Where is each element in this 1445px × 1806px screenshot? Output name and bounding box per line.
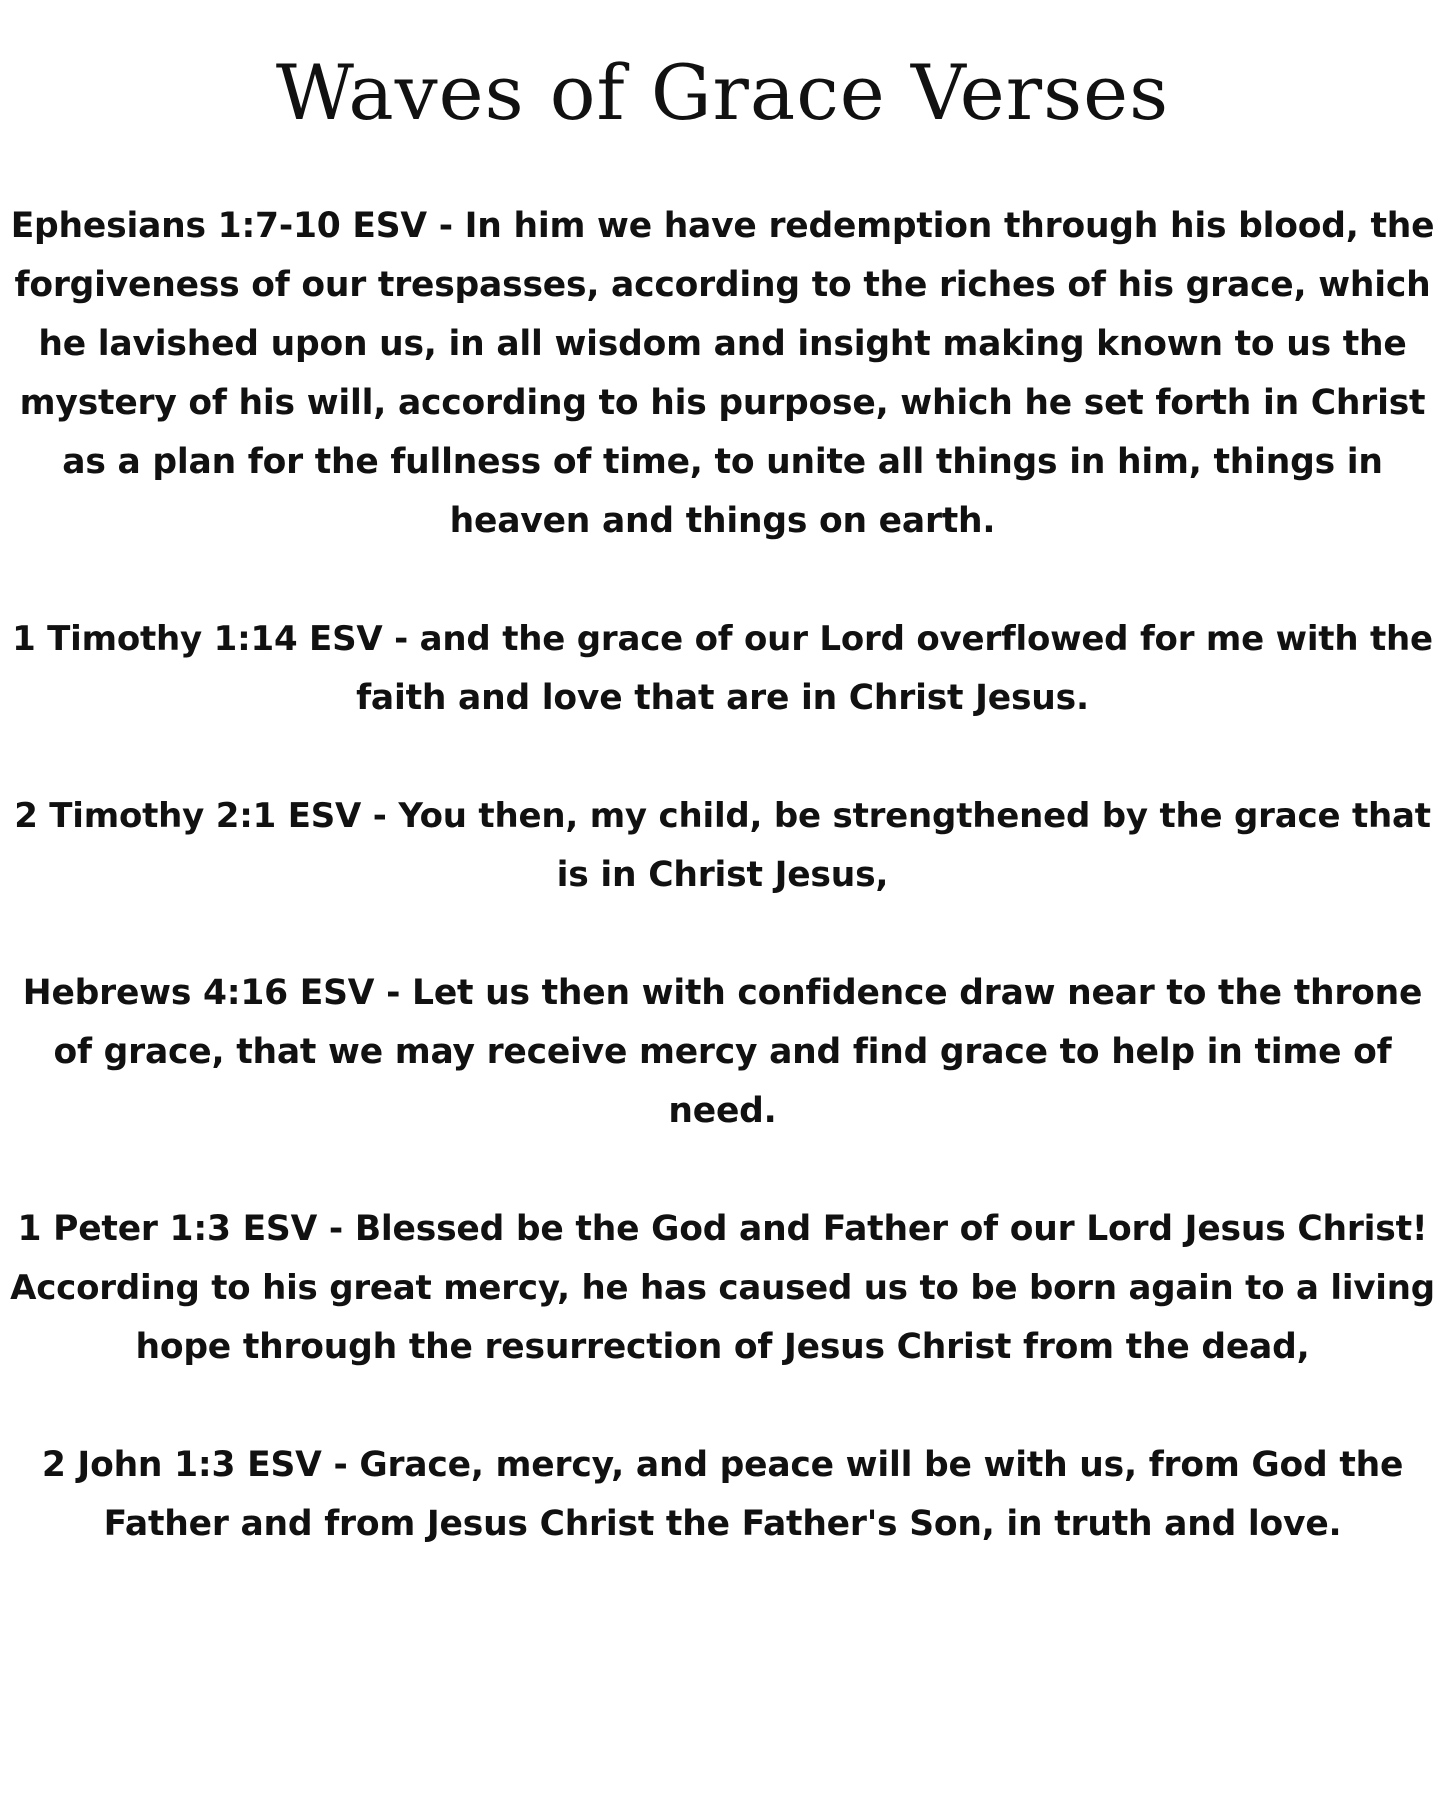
verse-line: 1 Peter 1:3 ESV - Blessed be the God and Father of our Lord Jesus Christ! bbox=[17, 1209, 1428, 1249]
verse-2-timothy bbox=[4, 787, 1441, 905]
verse-line: heaven and things on earth. bbox=[449, 501, 996, 541]
verse-line: need. bbox=[668, 1091, 777, 1131]
verse-line: is in Christ Jesus, bbox=[556, 855, 889, 895]
verse-ephesians bbox=[4, 197, 1441, 551]
verse-line: as a plan for the fullness of time, to unite all things in him, things in bbox=[62, 442, 1383, 482]
verse-line: of grace, that we may receive mercy and find grace to help in time of bbox=[53, 1032, 1392, 1072]
verse-1-peter bbox=[4, 1200, 1441, 1377]
verse-line: Father and from Jesus Christ the Father's Son, in truth and love. bbox=[103, 1504, 1342, 1544]
verse-2-john bbox=[4, 1436, 1441, 1554]
verse-hebrews bbox=[4, 964, 1441, 1141]
verse-line: faith and love that are in Christ Jesus. bbox=[356, 678, 1089, 718]
verse-line: hope through the resurrection of Jesus Christ from the dead, bbox=[135, 1327, 1310, 1367]
verse-1-timothy bbox=[4, 610, 1441, 728]
verse-line: According to his great mercy, he has caused us to be born again to a living bbox=[10, 1268, 1435, 1308]
verse-line: Ephesians 1:7-10 ESV - In him we have redemption through his blood, the bbox=[10, 206, 1435, 246]
verse-list bbox=[0, 197, 1445, 1554]
page-title: Waves of Grace Verses bbox=[275, 48, 1170, 137]
verse-line: 2 John 1:3 ESV - Grace, mercy, and peace will be with us, from God the bbox=[41, 1445, 1404, 1485]
verse-line: mystery of his will, according to his purpose, which he set forth in Christ bbox=[19, 383, 1426, 423]
verse-line: Hebrews 4:16 ESV - Let us then with confidence draw near to the throne bbox=[22, 973, 1423, 1013]
verse-line: forgiveness of our trespasses, according to the riches of his grace, which bbox=[14, 265, 1431, 305]
verse-line: 1 Timothy 1:14 ESV - and the grace of our Lord overflowed for me with the bbox=[12, 619, 1433, 659]
verse-line: 2 Timothy 2:1 ESV - You then, my child, be strengthened by the grace that bbox=[14, 796, 1431, 836]
verse-line: he lavished upon us, in all wisdom and insight making known to us the bbox=[38, 324, 1407, 364]
